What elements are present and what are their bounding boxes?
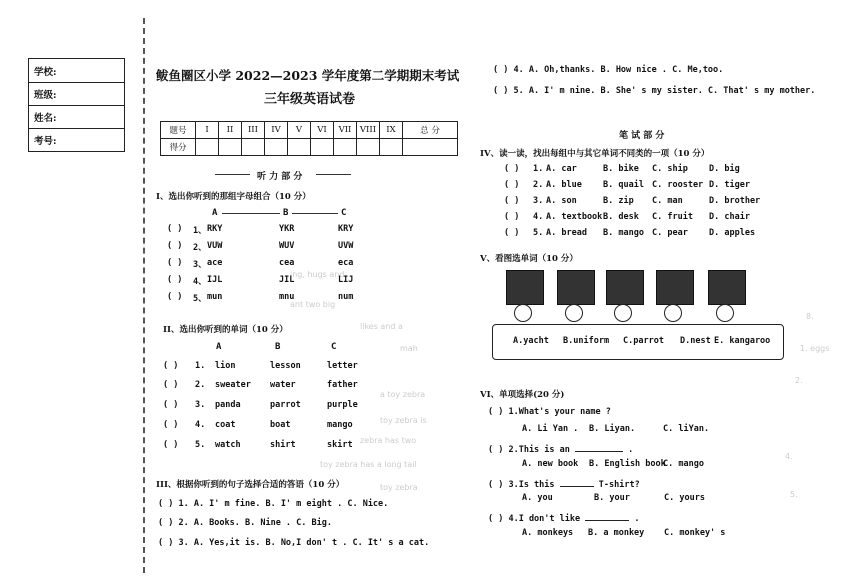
s1-option-c: LIJ [338, 275, 354, 285]
word-option: B.uniform [563, 336, 610, 346]
s4-option-b: B. quail [603, 180, 644, 190]
s1-item-num: 2、 [193, 243, 207, 253]
student-info-box [28, 58, 125, 152]
s2-item-num: 5. [195, 440, 206, 450]
s6-q2-end: . [628, 445, 634, 455]
s4-option-b: B. desk [603, 212, 639, 222]
s2-col-c: C [331, 342, 337, 352]
s4-option-c: C. rooster [652, 180, 704, 190]
s4-option-b: B. bike [603, 164, 639, 174]
answer-circle-4[interactable] [664, 304, 682, 322]
s6-q1-c: C. liYan. [663, 424, 710, 434]
s6-q3-text: ( ) 3.Is this [488, 480, 555, 490]
s2-col-a: A [216, 342, 222, 352]
score-header-cell: I [196, 122, 219, 139]
s4-option-d: D. brother [709, 196, 761, 206]
answer-paren[interactable]: ( ) [167, 241, 183, 251]
s1-option-a: ace [207, 258, 223, 268]
s4-option-d: D. tiger [709, 180, 750, 190]
s6-q4-a: A. monkeys [522, 528, 574, 538]
s2-option-a: panda [215, 400, 241, 410]
s6-q4-c: C. monkey' s [664, 528, 726, 538]
s6-q3-b: B. your [594, 493, 630, 503]
examno-field[interactable] [29, 128, 124, 151]
s3-item-2: ( ) 2. A. Books. B. Nine . C. Big. [158, 518, 332, 528]
answer-paren[interactable]: ( ) [167, 292, 183, 302]
class-field[interactable] [29, 82, 124, 106]
s6-q4-blank[interactable] [585, 511, 629, 521]
section5-heading: V、看图选单词（10 分） [480, 254, 578, 264]
picture-yacht [557, 270, 595, 305]
school-field[interactable] [29, 59, 124, 83]
s6-q3-end: T-shirt? [598, 480, 640, 490]
s2-option-a: sweater [215, 380, 251, 390]
section3-heading: III、根据你听到的句子选择合适的答语（10 分） [156, 480, 345, 490]
s1-col-a: A [212, 208, 218, 218]
s6-q4-text: ( ) 4.I don't like [488, 514, 581, 524]
s2-option-b: shirt [270, 440, 296, 450]
s2-item-num: 4. [195, 420, 206, 430]
s2-option-a: coat [215, 420, 236, 430]
class-label: 班级: [34, 90, 57, 101]
s6-q3-c: C. yours [664, 493, 705, 503]
s1-item-num: 3、 [193, 260, 207, 270]
answer-circle-2[interactable] [565, 304, 583, 322]
s4-item-num: 3. [533, 196, 544, 206]
answer-paren[interactable]: ( ) [167, 275, 183, 285]
s4-option-a: A. blue [546, 180, 582, 190]
score-cell[interactable] [380, 139, 403, 156]
s6-q4-end: . [634, 514, 640, 524]
listening-title: 听 力 部 分 [257, 172, 303, 182]
s1-item-num: 1、 [193, 226, 207, 236]
answer-circle-5[interactable] [716, 304, 734, 322]
s4-item-num: 2. [533, 180, 544, 190]
s4-option-b: B. mango [603, 228, 644, 238]
s4-option-d: D. apples [709, 228, 756, 238]
s2-item-num: 2. [195, 380, 206, 390]
s1-option-b: mnu [279, 292, 295, 302]
name-field[interactable] [29, 105, 124, 129]
section4-heading: IV、读一读，找出每组中与其它单词不同类的一项（10 分） [480, 149, 710, 159]
score-cell[interactable] [357, 139, 380, 156]
s4-option-d: D. big [709, 164, 740, 174]
s2-option-b: parrot [270, 400, 301, 410]
score-header-cell: IV [265, 122, 288, 139]
s3-item-4: ( ) 4. A. Oh,thanks. B. How nice . C. Me,too. [493, 65, 724, 75]
s6-q3-a: A. you [522, 493, 553, 503]
answer-paren[interactable]: ( ) [504, 212, 520, 222]
section1-heading: I、选出你听到的那组字母组合（10 分） [156, 192, 311, 202]
s1-option-b: YKR [279, 224, 295, 234]
s6-q3 [488, 477, 640, 490]
score-table-score-row [161, 139, 458, 156]
exam-subtitle: 三年级英语试卷 [264, 92, 356, 107]
answer-paren[interactable]: ( ) [504, 180, 520, 190]
answer-paren[interactable]: ( ) [163, 361, 179, 371]
s4-option-a: A. textbook [546, 212, 603, 222]
s4-option-c: C. fruit [652, 212, 693, 222]
s1-option-b: JIL [279, 275, 295, 285]
s1-option-c: num [338, 292, 354, 302]
answer-paren[interactable]: ( ) [167, 258, 183, 268]
answer-paren[interactable]: ( ) [163, 400, 179, 410]
score-table-header-row [161, 122, 458, 139]
word-option: E. kangaroo [714, 336, 771, 346]
s1-option-a: mun [207, 292, 223, 302]
s4-option-a: A. bread [546, 228, 587, 238]
s2-option-c: purple [327, 400, 358, 410]
s1-option-a: VUW [207, 241, 223, 251]
score-header-cell: IX [380, 122, 403, 139]
s6-q2 [488, 442, 633, 455]
s1-option-a: IJL [207, 275, 223, 285]
score-cell[interactable] [334, 139, 357, 156]
score-header-cell: II [219, 122, 242, 139]
s1-item-num: 4、 [193, 277, 207, 287]
s2-option-b: boat [270, 420, 291, 430]
answer-paren[interactable]: ( ) [167, 224, 183, 234]
answer-paren[interactable]: ( ) [163, 380, 179, 390]
picture-kangaroo [506, 270, 544, 305]
s1-option-c: KRY [338, 224, 354, 234]
s1-col-c: C [341, 208, 347, 218]
s2-option-c: letter [327, 361, 358, 371]
s2-col-b: B [275, 342, 281, 352]
s6-q4-b: B. a monkey [588, 528, 645, 538]
answer-paren[interactable]: ( ) [504, 228, 520, 238]
s6-q1-b: B. Liyan. [589, 424, 636, 434]
s1-item-num: 5、 [193, 294, 207, 304]
answer-paren[interactable]: ( ) [163, 440, 179, 450]
score-cell[interactable] [265, 139, 288, 156]
s6-q2-blank[interactable] [575, 442, 623, 452]
s2-option-a: lion [215, 361, 236, 371]
picture-uniform [708, 270, 746, 305]
score-cell[interactable] [242, 139, 265, 156]
answer-circle-3[interactable] [614, 304, 632, 322]
s2-option-b: lesson [270, 361, 301, 371]
score-header-cell: 总 分 [403, 122, 458, 139]
score-cell[interactable] [288, 139, 311, 156]
s1-option-c: UVW [338, 241, 354, 251]
s1-option-a: RKY [207, 224, 223, 234]
s6-q2-text: ( ) 2.This is an [488, 445, 570, 455]
exam-title: 鲅鱼圈区小学 2022—2023 学年度第二学期期末考试 [156, 68, 460, 83]
answer-paren[interactable]: ( ) [163, 420, 179, 430]
s4-option-a: A. car [546, 164, 577, 174]
score-row-label: 得分 [161, 139, 196, 156]
fold-line [143, 18, 145, 573]
s6-q2-c: C. mango [663, 459, 704, 469]
score-cell[interactable] [403, 139, 458, 156]
s3-item-3: ( ) 3. A. Yes,it is. B. No,I don' t . C. It' s a cat. [158, 538, 430, 548]
answer-paren[interactable]: ( ) [504, 164, 520, 174]
s4-option-c: C. man [652, 196, 683, 206]
s3-item-5: ( ) 5. A. I' m nine. B. She' s my sister. C. That' s my mother. [493, 86, 816, 96]
s4-option-d: D. chair [709, 212, 750, 222]
word-option: D.nest [680, 336, 711, 346]
s3-item-1: ( ) 1. A. I' m fine. B. I' m eight . C. Nice. [158, 499, 389, 509]
s6-q1: ( ) 1.What's your name ? [488, 407, 611, 417]
s1-option-c: eca [338, 258, 354, 268]
s6-q3-blank[interactable] [560, 477, 594, 487]
word-option: A.yacht [513, 336, 549, 346]
examno-label: 考号: [34, 136, 57, 147]
s2-option-c: father [327, 380, 358, 390]
section6-heading: VI、单项选择(20 分) [480, 390, 565, 400]
s4-item-num: 4. [533, 212, 544, 222]
s1-option-b: cea [279, 258, 295, 268]
s6-q4 [488, 511, 640, 524]
score-header-cell: III [242, 122, 265, 139]
s1-option-b: WUV [279, 241, 295, 251]
written-title: 笔 试 部 分 [619, 131, 665, 141]
s2-option-c: mango [327, 420, 353, 430]
s6-q2-b: B. English book [589, 459, 666, 469]
section2-heading: II、选出你听到的单词（10 分） [163, 325, 288, 335]
answer-circle-1[interactable] [514, 304, 532, 322]
s1-col-b: B [283, 208, 289, 218]
s4-item-num: 1. [533, 164, 544, 174]
name-label: 姓名: [34, 113, 57, 124]
s2-option-a: watch [215, 440, 241, 450]
s4-option-a: A. son [546, 196, 577, 206]
score-header-cell: V [288, 122, 311, 139]
score-cell[interactable] [219, 139, 242, 156]
answer-paren[interactable]: ( ) [504, 196, 520, 206]
score-header-cell: 题号 [161, 122, 196, 139]
score-cell[interactable] [196, 139, 219, 156]
s4-option-c: C. ship [652, 164, 688, 174]
score-header-cell: VI [311, 122, 334, 139]
score-header-cell: VII [334, 122, 357, 139]
s6-q1-a: A. Li Yan . [522, 424, 579, 434]
word-option: C.parrot [623, 336, 664, 346]
picture-parrot [656, 270, 694, 305]
s2-option-c: skirt [327, 440, 353, 450]
s4-option-b: B. zip [603, 196, 634, 206]
score-table [160, 121, 458, 156]
s6-q2-a: A. new book [522, 459, 579, 469]
s4-item-num: 5. [533, 228, 544, 238]
score-header-cell: VIII [357, 122, 380, 139]
s2-item-num: 1. [195, 361, 206, 371]
picture-nest [606, 270, 644, 305]
s2-item-num: 3. [195, 400, 206, 410]
s2-option-b: water [270, 380, 296, 390]
score-cell[interactable] [311, 139, 334, 156]
s4-option-c: C. pear [652, 228, 688, 238]
school-label: 学校: [34, 67, 57, 78]
